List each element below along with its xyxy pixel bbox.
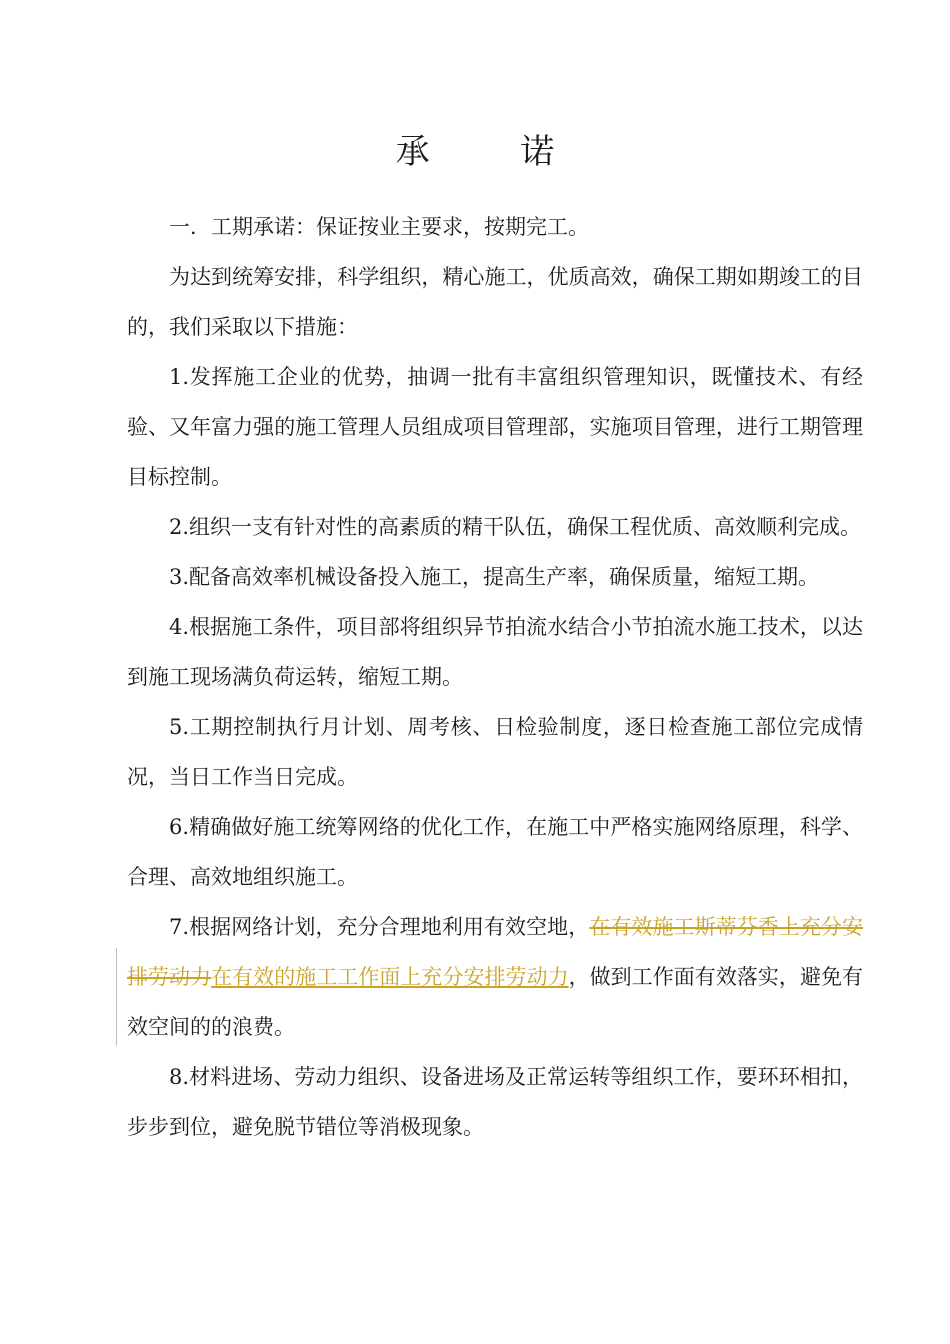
measure-item-8: 8.材料进场、劳动力组织、设备进场及正常运转等组织工作，要环环相扣，步步到位，避免脱节错位等消极现象。: [127, 1065, 863, 1139]
measure-item-1: 1.发挥施工企业的优势，抽调一批有丰富组织管理知识，既懂技术、有经验、又年富力强的施工管理人员组成项目管理部，实施项目管理，进行工期管理目标控制。: [127, 365, 863, 489]
measure-item-7: [127, 902, 863, 1052]
measure-item-4: 4.根据施工条件，项目部将组织异节拍流水结合小节拍流水施工技术，以达到施工现场满负荷运转，缩短工期。: [127, 615, 863, 689]
document-body: [127, 202, 863, 1152]
intro-paragraph: 一．工期承诺：保证按业主要求，按期完工。: [169, 215, 589, 239]
lead-paragraph: 为达到统筹安排，科学组织，精心施工，优质高效，确保工期如期竣工的目的，我们采取以下措施：: [127, 265, 863, 339]
measure-item-3: 3.配备高效率机械设备投入施工，提高生产率，确保质量，缩短工期。: [169, 565, 820, 589]
document-title: 承 诺: [395, 132, 595, 172]
item-7-text-before: 7.根据网络计划，充分合理地利用有效空地，: [169, 915, 590, 939]
measure-item-5: 5.工期控制执行月计划、周考核、日检验制度，逐日检查施工部位完成情况，当日工作当日完成。: [127, 715, 863, 789]
tracked-insertion[interactable]: 在有效的施工工作面上充分安排劳动力: [211, 965, 569, 989]
measure-item-6: 6.精确做好施工统筹网络的优化工作，在施工中严格实施网络原理，科学、合理、高效地组织施工。: [127, 815, 863, 889]
revision-change-bar: [116, 948, 117, 1046]
tracked-deletion[interactable]: 在有效施工斯蒂芬香上充分安排劳动力: [127, 915, 863, 989]
measure-item-2: 2.组织一支有针对性的高素质的精干队伍，确保工程优质、高效顺利完成。: [169, 515, 862, 539]
item-7-text-after: ，做到工作面有效落实，避免有效空间的的浪费。: [127, 965, 864, 1039]
